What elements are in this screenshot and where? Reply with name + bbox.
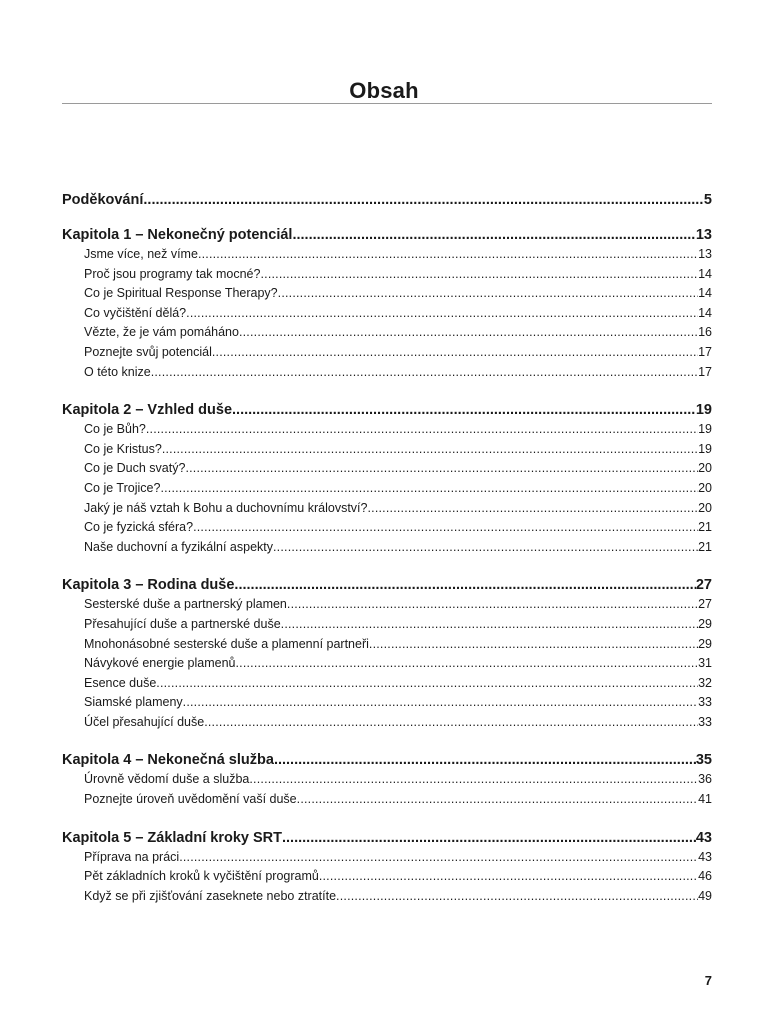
toc-section-entry [62,635,712,655]
toc-entry-page: 21 [698,520,712,535]
toc-entry-label: Co je Duch svatý? [84,461,186,476]
toc-entry-page: 33 [698,695,712,710]
toc-entry-label: Poděkování [62,192,144,208]
toc-entry-label: Naše duchovní a fyzikální aspekty [84,539,273,554]
toc-section-entry [62,265,712,285]
toc-section-entry [62,713,712,733]
toc-entry-label: Příprava na práci [84,849,180,864]
table-of-contents [62,190,712,906]
dot-leader [204,713,698,733]
toc-entry-page: 20 [698,500,712,515]
toc-chapter-entry [62,828,712,848]
dot-leader [198,245,698,265]
toc-intro-entry [62,190,712,210]
dot-leader [234,575,695,595]
toc-section-entry [62,284,712,304]
toc-section-entry [62,304,712,324]
section-spacer [62,382,712,400]
dot-leader [179,848,698,868]
toc-section-entry [62,595,712,615]
toc-section-entry [62,343,712,363]
dot-leader [273,538,698,558]
toc-entry-page: 33 [698,714,712,729]
toc-entry-label: Úrovně vědomí duše a služba [84,772,250,787]
toc-entry-label: Co je Trojice? [84,480,161,495]
toc-entry-page: 20 [698,461,712,476]
toc-section-entry [62,440,712,460]
dot-leader [249,770,698,790]
toc-entry-label: Kapitola 5 – Základní kroky SRT [62,829,282,846]
toc-entry-label: Jaký je náš vztah k Bohu a duchovnímu království? [84,500,368,515]
toc-entry-page: 19 [698,441,712,456]
dot-leader [186,304,698,324]
toc-entry-page: 46 [698,869,712,884]
toc-entry-page: 41 [698,792,712,807]
toc-section-entry [62,499,712,519]
dot-leader [287,595,698,615]
toc-entry-page: 19 [695,402,712,419]
toc-entry-label: Proč jsou programy tak mocné? [84,266,261,281]
toc-entry-label: Sesterské duše a partnerský plamen [84,597,287,612]
section-spacer [62,732,712,750]
toc-entry-page: 14 [698,266,712,281]
toc-section-entry [62,867,712,887]
toc-entry-page: 17 [698,344,712,359]
dot-leader [297,790,698,810]
toc-entry-label: Kapitola 3 – Rodina duše [62,577,235,594]
page-title: Obsah [349,78,419,103]
toc-entry-label: Přesahující duše a partnerské duše [84,616,281,631]
dot-leader [185,459,698,479]
dot-leader [143,190,704,210]
toc-entry-page: 49 [698,888,712,903]
toc-entry-page: 43 [695,829,712,846]
dot-leader [292,225,695,245]
dot-leader [235,654,698,674]
toc-entry-label: Kapitola 1 – Nekonečný potenciál [62,227,293,243]
toc-entry-page: 29 [698,616,712,631]
toc-entry-page: 14 [698,286,712,301]
dot-leader [260,265,698,285]
dot-leader [162,440,698,460]
toc-entry-page: 31 [698,656,712,671]
toc-entry-label: Siamské plameny [84,695,183,710]
toc-section-entry [62,363,712,383]
toc-entry-page: 29 [698,636,712,651]
toc-entry-page: 16 [698,325,712,340]
dot-leader [160,479,698,499]
page-number: 7 [704,973,712,988]
toc-entry-label: Poznejte úroveň uvědomění vaší duše [84,792,297,807]
toc-entry-label: Kapitola 2 – Vzhled duše [62,402,233,419]
toc-section-entry [62,615,712,635]
toc-section-entry [62,323,712,343]
dot-leader [281,615,698,635]
toc-entry-page: 27 [695,577,712,594]
dot-leader [319,867,698,887]
toc-section-entry [62,479,712,499]
toc-entry-label: Co je fyzická sféra? [84,520,194,535]
dot-leader [183,693,698,713]
toc-entry-label: Vězte, že je vám pomáháno [84,325,239,340]
toc-section-entry [62,459,712,479]
toc-entry-page: 43 [698,849,712,864]
toc-entry-label: Když se při zjišťování zaseknete nebo ztratíte [84,888,337,903]
toc-entry-page: 20 [698,480,712,495]
toc-section-entry [62,518,712,538]
dot-leader [369,635,698,655]
dot-leader [274,750,696,770]
toc-entry-page: 27 [698,597,712,612]
toc-entry-label: Esence duše [84,675,157,690]
dot-leader [212,343,698,363]
dot-leader [336,887,698,907]
toc-section-entry [62,848,712,868]
toc-entry-label: Jsme více, než víme [84,247,198,261]
toc-entry-label: Kapitola 4 – Nekonečná služba [62,752,274,769]
toc-section-entry [62,693,712,713]
toc-chapter-entry [62,225,712,245]
toc-entry-page: 35 [695,752,712,769]
dot-leader [146,420,698,440]
dot-leader [151,363,698,383]
dot-leader [367,499,698,519]
dot-leader [239,323,698,343]
toc-entry-label: Poznejte svůj potenciál [84,344,212,359]
toc-section-entry [62,674,712,694]
toc-chapter-entry [62,400,712,420]
toc-entry-label: Návykové energie plamenů [84,656,236,671]
dot-leader [232,400,696,420]
section-spacer [62,810,712,828]
toc-section-entry [62,245,712,265]
toc-entry-label: O této knize [84,364,151,379]
dot-leader [282,828,696,848]
dot-leader [156,674,698,694]
toc-entry-page: 13 [695,227,712,243]
dot-leader [193,518,698,538]
toc-section-entry [62,538,712,558]
toc-section-entry [62,887,712,907]
section-spacer [62,210,712,225]
dot-leader [278,284,698,304]
title-underline [62,103,712,104]
toc-entry-label: Co je Spiritual Response Therapy? [84,286,278,301]
toc-entry-label: Co je Bůh? [84,422,146,437]
toc-entry-label: Co je Kristus? [84,441,162,456]
toc-section-entry [62,790,712,810]
toc-entry-label: Pět základních kroků k vyčištění programů [84,869,319,884]
toc-entry-label: Co vyčištění dělá? [84,305,187,320]
toc-entry-page: 13 [698,247,712,261]
toc-chapter-entry [62,750,712,770]
toc-section-entry [62,654,712,674]
toc-entry-page: 21 [698,539,712,554]
section-spacer [62,557,712,575]
toc-entry-page: 32 [698,675,712,690]
toc-entry-page: 36 [698,772,712,787]
toc-entry-label: Účel přesahující duše [84,714,205,729]
toc-entry-page: 14 [698,305,712,320]
toc-section-entry [62,420,712,440]
toc-entry-page: 17 [698,364,712,379]
toc-entry-page: 19 [698,422,712,437]
toc-entry-page: 5 [703,192,712,208]
toc-entry-label: Mnohonásobné sesterské duše a plamenní partneři [84,636,369,651]
toc-section-entry [62,770,712,790]
toc-chapter-entry [62,575,712,595]
